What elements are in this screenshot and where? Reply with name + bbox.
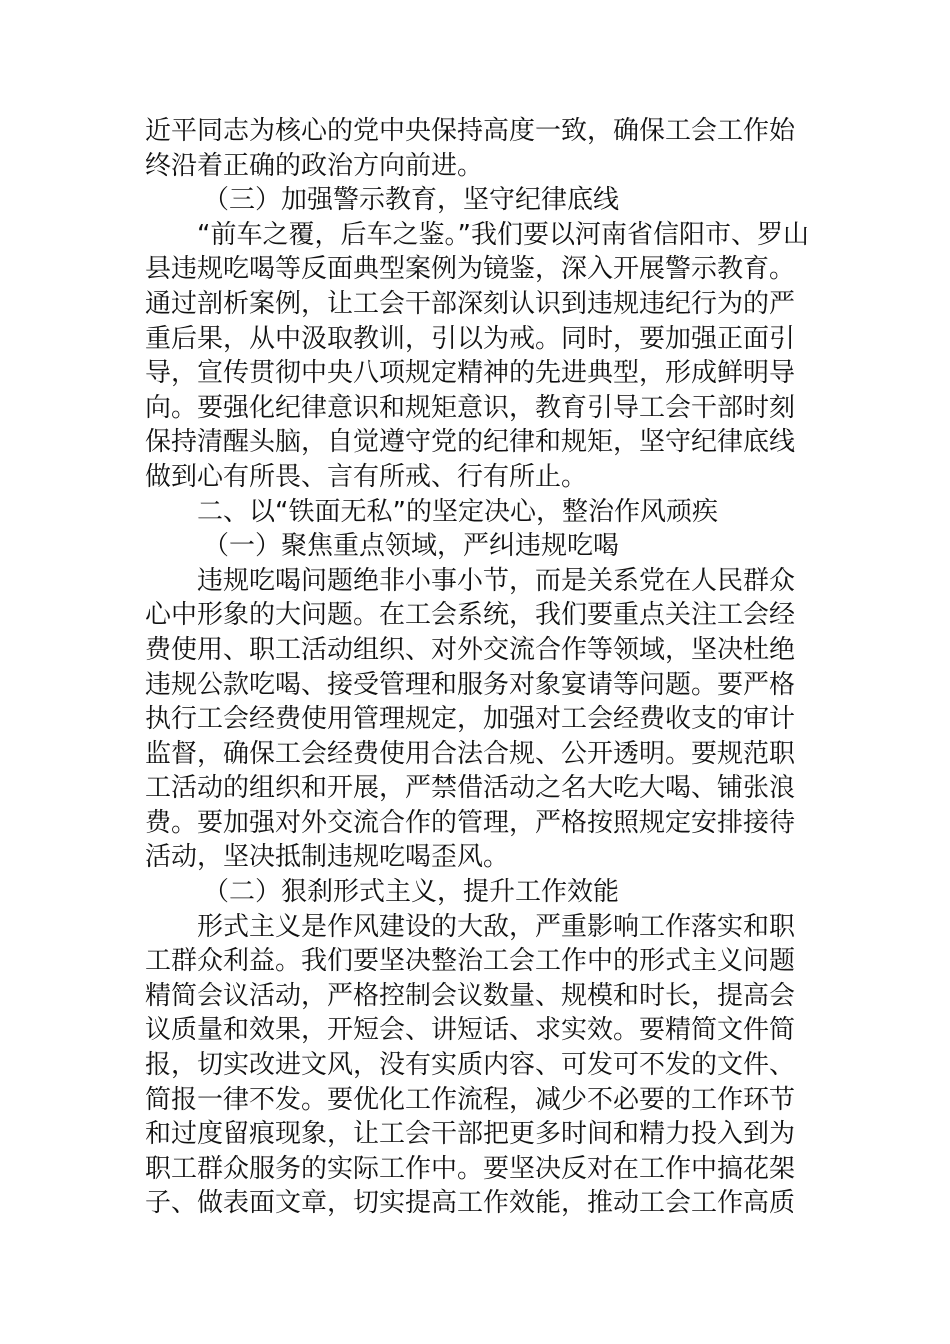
body-line: 通过剖析案例，让工会干部深刻认识到违规违纪行为的严 (145, 288, 796, 319)
body-line: 和过度留痕现象，让工会干部把更多时间和精力投入到为 (145, 1119, 796, 1150)
subsection-heading: （三）加强警示教育，坚守纪律底线 (203, 185, 620, 216)
body-line: 形式主义是作风建设的大敌，严重影响工作落实和职 (197, 911, 796, 942)
subsection-heading: （一）聚焦重点领域，严纠违规吃喝 (203, 531, 620, 562)
body-line: 工群众利益。我们要坚决整治工会工作中的形式主义问题 (145, 946, 796, 977)
body-line: 活动，坚决抵制违规吃喝歪风。 (145, 842, 510, 873)
body-line: 违规公款吃喝、接受管理和服务对象宴请等问题。要严格 (145, 669, 796, 700)
section-heading: 二、以“铁面无私”的坚定决心，整治作风顽疾 (197, 496, 718, 527)
body-line: 议质量和效果，开短会、讲短话、求实效。要精简文件简 (145, 1015, 796, 1046)
body-line: 简报一律不发。要优化工作流程，减少不必要的工作环节 (145, 1084, 796, 1115)
body-line: 县违规吃喝等反面典型案例为镜鉴，深入开展警示教育。 (145, 254, 796, 285)
body-line: “前车之覆，后车之鉴。”我们要以河南省信阳市、罗山 (197, 219, 809, 250)
body-line: 职工群众服务的实际工作中。要坚决反对在工作中搞花架 (145, 1153, 796, 1184)
body-line: 做到心有所畏、言有所戒、行有所止。 (145, 461, 588, 492)
subsection-heading: （二）狠刹形式主义，提升工作效能 (203, 877, 620, 908)
body-line: 终沿着正确的政治方向前进。 (145, 150, 484, 181)
body-line: 费使用、职工活动组织、对外交流合作等领域，坚决杜绝 (145, 634, 796, 665)
body-line: 监督，确保工会经费使用合法合规、公开透明。要规范职 (145, 738, 796, 769)
body-line: 执行工会经费使用管理规定，加强对工会经费收支的审计 (145, 704, 796, 735)
body-line: 报，切实改进文风，没有实质内容、可发可不发的文件、 (145, 1050, 796, 1081)
body-line: 向。要强化纪律意识和规矩意识，教育引导工会干部时刻 (145, 392, 796, 423)
body-line: 违规吃喝问题绝非小事小节，而是关系党在人民群众 (197, 565, 796, 596)
body-line: 心中形象的大问题。在工会系统，我们要重点关注工会经 (145, 600, 796, 631)
body-line: 费。要加强对外交流合作的管理，严格按照规定安排接待 (145, 807, 796, 838)
body-line: 子、做表面文章，切实提高工作效能，推动工会工作高质 (145, 1188, 796, 1219)
document-body (145, 114, 810, 1221)
body-line: 保持清醒头脑，自觉遵守党的纪律和规矩，坚守纪律底线 (145, 427, 796, 458)
body-line: 重后果，从中汲取教训，引以为戒。同时，要加强正面引 (145, 323, 796, 354)
body-line: 工活动的组织和开展，严禁借活动之名大吃大喝、铺张浪 (145, 773, 796, 804)
body-line: 导，宣传贯彻中央八项规定精神的先进典型，形成鲜明导 (145, 358, 796, 389)
body-line: 近平同志为核心的党中央保持高度一致，确保工会工作始 (145, 116, 796, 146)
body-line: 精简会议活动，严格控制会议数量、规模和时长，提高会 (145, 980, 796, 1011)
